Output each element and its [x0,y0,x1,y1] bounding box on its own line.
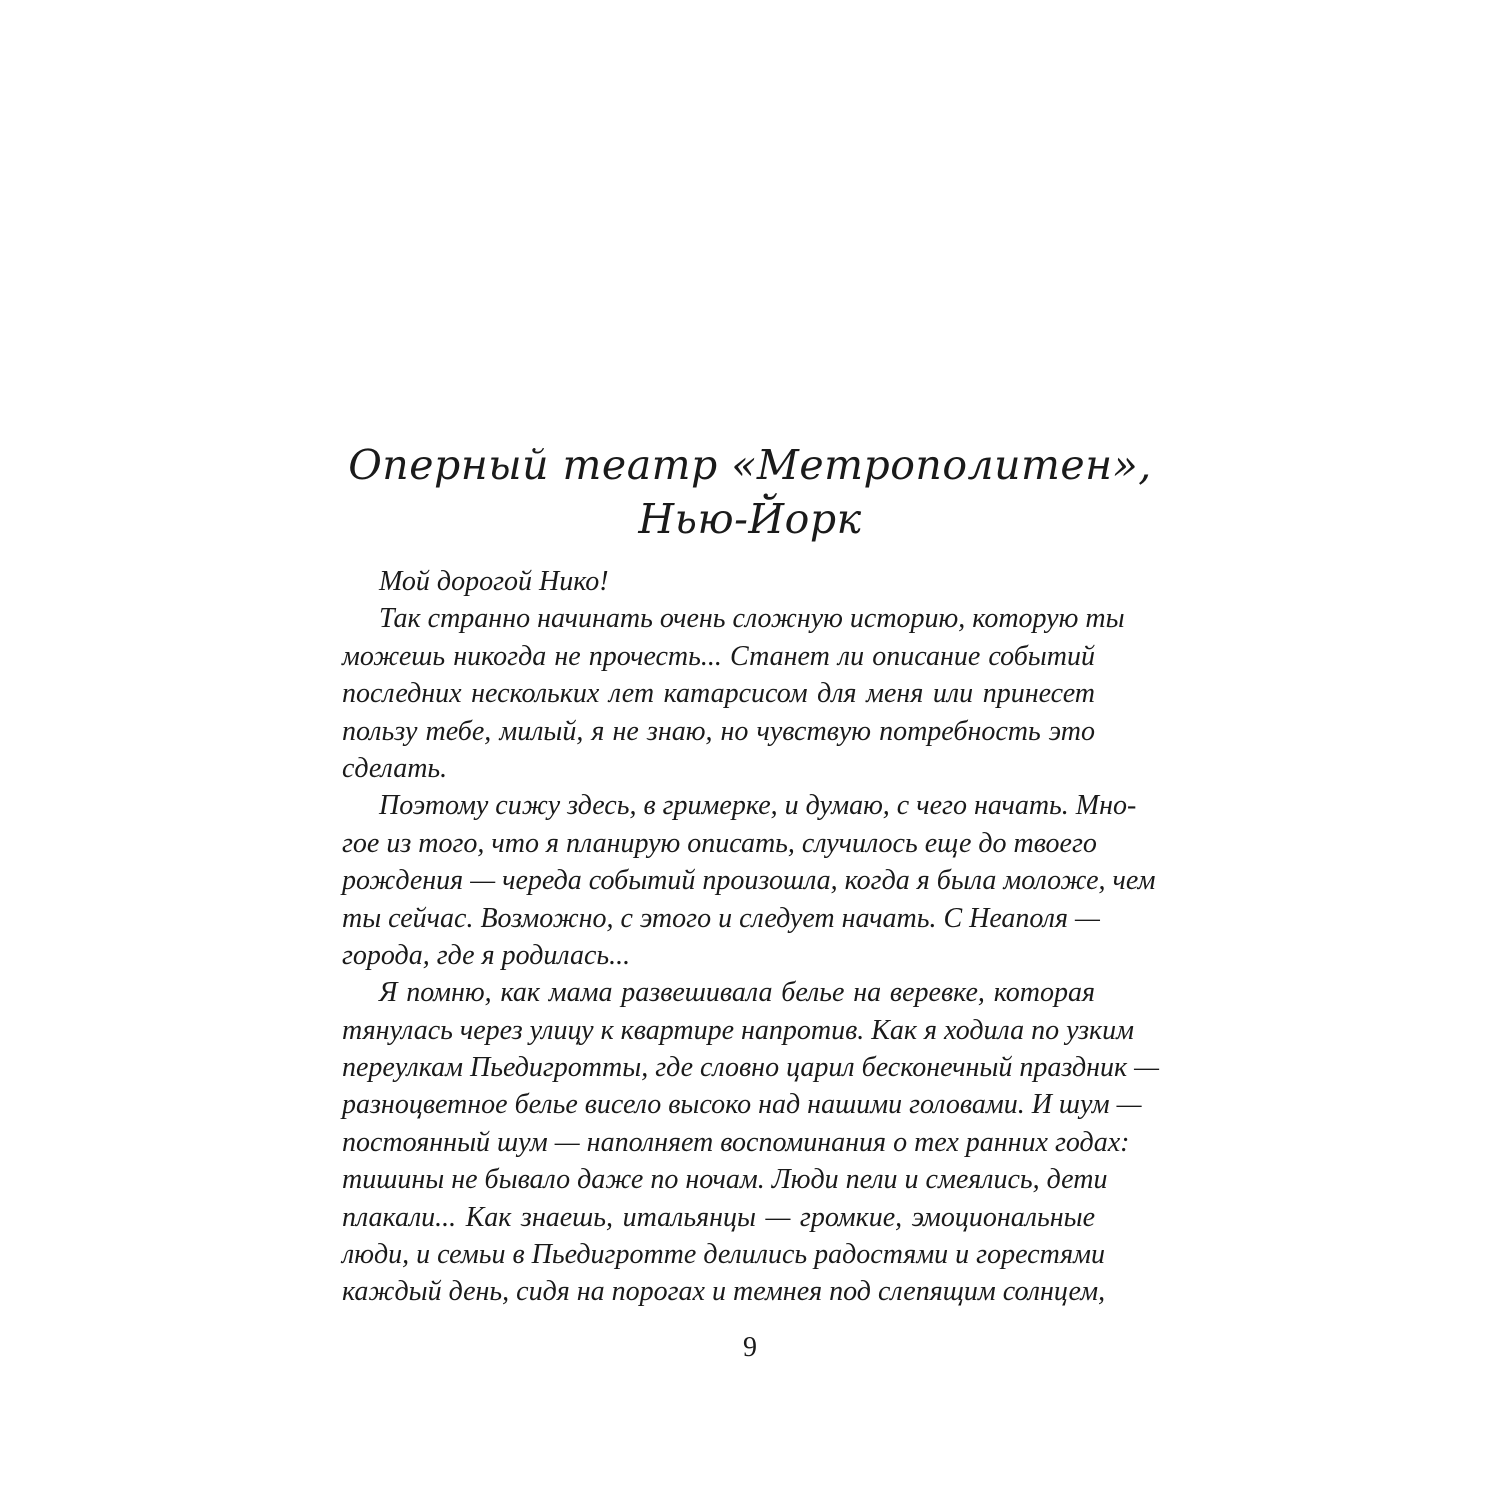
body-text [342,563,1159,1311]
chapter-title [0,438,1500,546]
text-line: Я помню, как мама развешивала белье на веревке, которая [379,977,1095,1009]
text-line: сделать. [342,752,448,784]
text-line: последних нескольких лет катарсисом для меня или принесет [342,678,1095,710]
text-line: города, где я родилась... [342,939,631,971]
salutation-line: Мой дорогой Нико! [379,566,609,597]
text-line: тишины не бывало даже по ночам. Люди пели и смеялись, дети [342,1164,1108,1196]
text-line: гое из того, что я планирую описать, случилось еще до твоего [342,827,1097,859]
text-line: плакали... Как знаешь, итальянцы — громкие, эмоциональные [342,1201,1095,1233]
text-line: пользу тебе, милый, я не знаю, но чувствую потребность это [342,715,1095,747]
page-number: 9 [743,1332,757,1363]
text-line: можешь никогда не прочесть... Станет ли описание событий [342,640,1095,672]
text-line: люди, и семьи в Пьедигротте делились радостями и горестями [342,1239,1106,1271]
text-line: тянулась через улицу к квартире напротив. Как я ходила по узким [342,1014,1135,1046]
text-line: каждый день, сидя на порогах и темнея под слепящим солнцем, [342,1276,1106,1308]
text-line: разноцветное белье висело высоко над нашими головами. И шум — [342,1089,1142,1121]
text-line: рождения — череда событий произошла, когда я была моложе, чем [342,865,1156,897]
text-line: постоянный шум — наполняет воспоминания о тех ранних годах: [342,1126,1130,1158]
chapter-title-line-2: Нью-Йорк [638,495,862,543]
text-line: Поэтому сижу здесь, в гримерке, и думаю, с чего начать. Мно- [379,790,1137,822]
chapter-title-line-1: Оперный театр «Метрополитен», [348,441,1152,489]
text-line: переулкам Пьедигротты, где словно царил бесконечный праздник — [342,1052,1159,1084]
text-line: Так странно начинать очень сложную историю, которую ты [379,603,1125,635]
text-line: ты сейчас. Возможно, с этого и следует начать. С Неаполя — [342,902,1100,934]
